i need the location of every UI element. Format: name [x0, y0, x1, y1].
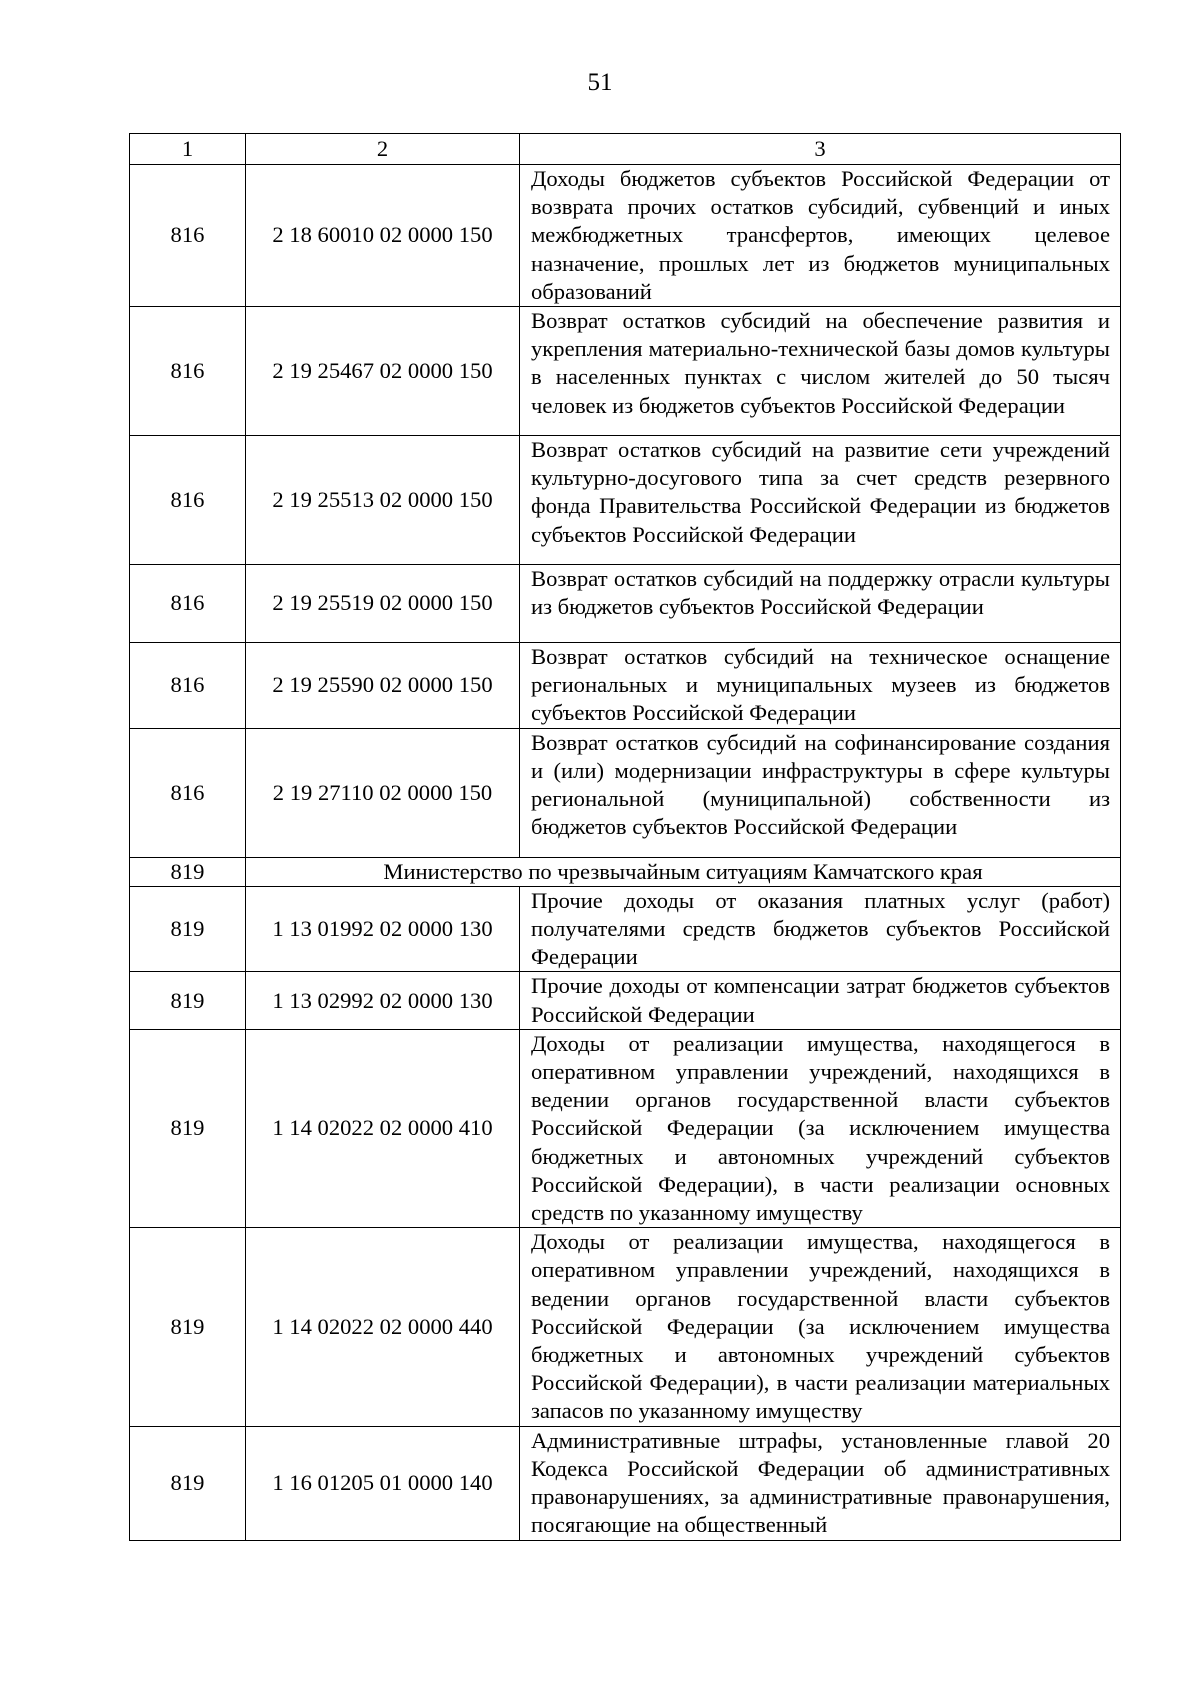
table-row — [130, 1029, 1121, 1227]
admin-code-cell: 819 — [130, 857, 246, 886]
admin-code-cell: 819 — [130, 1426, 246, 1540]
section-title-cell: Министерство по чрезвычайным ситуациям Камчатского края — [246, 857, 1121, 886]
income-description-cell: Доходы от реализации имущества, находящегося в оперативном управлении учреждений, находящихся в ведении органов государственной власти субъектов Российской Федерации (за исключением имущества бюджетных и автономных учреждений субъектов Российской Федерации), в части реализации основных средств по указанному имуществу — [520, 1029, 1121, 1227]
budget-code-cell: 2 18 60010 02 0000 150 — [246, 165, 520, 307]
admin-code-cell: 819 — [130, 1228, 246, 1426]
income-description-cell: Прочие доходы от оказания платных услуг (работ) получателями средств бюджетов субъектов Российской Федерации — [520, 886, 1121, 972]
table-row — [130, 728, 1121, 857]
table-row — [130, 1228, 1121, 1426]
income-description-cell: Доходы от реализации имущества, находящегося в оперативном управлении учреждений, находящихся в ведении органов государственной власти субъектов Российской Федерации (за исключением имущества бюджетных и автономных учреждений субъектов Российской Федерации), в части реализации материальных запасов по указанному имуществу — [520, 1228, 1121, 1426]
income-description-cell: Доходы бюджетов субъектов Российской Федерации от возврата прочих остатков субсидий, субвенций и иных межбюджетных трансфертов, имеющих целевое назначение, прошлых лет из бюджетов муниципальных образований — [520, 165, 1121, 307]
budget-code-cell: 1 14 02022 02 0000 440 — [246, 1228, 520, 1426]
table-row — [130, 436, 1121, 565]
column-header-3: 3 — [520, 134, 1121, 165]
admin-code-cell: 816 — [130, 565, 246, 643]
table-header-row — [130, 134, 1121, 165]
section-row — [130, 857, 1121, 886]
admin-code-cell: 816 — [130, 728, 246, 857]
budget-code-cell: 1 16 01205 01 0000 140 — [246, 1426, 520, 1540]
income-description-cell: Прочие доходы от компенсации затрат бюджетов субъектов Российской Федерации — [520, 972, 1121, 1029]
page-number: 51 — [587, 69, 613, 96]
table-row — [130, 643, 1121, 729]
budget-code-cell: 2 19 25467 02 0000 150 — [246, 307, 520, 436]
budget-code-cell: 1 14 02022 02 0000 410 — [246, 1029, 520, 1227]
admin-code-cell: 816 — [130, 643, 246, 729]
income-description-cell: Возврат остатков субсидий на софинансирование создания и (или) модернизации инфраструктуры в сфере культуры региональной (муниципальной) собственности из бюджетов субъектов Российской Федерации — [520, 728, 1121, 857]
income-description-cell: Возврат остатков субсидий на обеспечение развития и укрепления материально-технической базы домов культуры в населенных пунктах с числом жителей до 50 тысяч человек из бюджетов субъектов Российской Федерации — [520, 307, 1121, 436]
column-header-1: 1 — [130, 134, 246, 165]
budget-code-cell: 1 13 02992 02 0000 130 — [246, 972, 520, 1029]
income-description-cell: Возврат остатков субсидий на поддержку отрасли культуры из бюджетов субъектов Российской Федерации — [520, 565, 1121, 643]
table-body — [130, 134, 1121, 1541]
admin-code-cell: 819 — [130, 886, 246, 972]
admin-code-cell: 816 — [130, 307, 246, 436]
admin-code-cell: 819 — [130, 972, 246, 1029]
budget-code-cell: 2 19 25590 02 0000 150 — [246, 643, 520, 729]
budget-code-cell: 2 19 25519 02 0000 150 — [246, 565, 520, 643]
table-row — [130, 165, 1121, 307]
income-description-cell: Возврат остатков субсидий на развитие сети учреждений культурно-досугового типа за счет средств резервного фонда Правительства Российской Федерации из бюджетов субъектов Российской Федерации — [520, 436, 1121, 565]
table-row — [130, 1426, 1121, 1540]
budget-code-cell: 2 19 27110 02 0000 150 — [246, 728, 520, 857]
column-header-2: 2 — [246, 134, 520, 165]
income-description-cell: Административные штрафы, установленные главой 20 Кодекса Российской Федерации об административных правонарушениях, за административные правонарушения, посягающие на общественный — [520, 1426, 1121, 1540]
admin-code-cell: 819 — [130, 1029, 246, 1227]
income-description-cell: Возврат остатков субсидий на техническое оснащение региональных и муниципальных музеев из бюджетов субъектов Российской Федерации — [520, 643, 1121, 729]
admin-code-cell: 816 — [130, 165, 246, 307]
budget-code-cell: 1 13 01992 02 0000 130 — [246, 886, 520, 972]
budget-code-cell: 2 19 25513 02 0000 150 — [246, 436, 520, 565]
admin-code-cell: 816 — [130, 436, 246, 565]
table-row — [130, 565, 1121, 643]
income-codes-table — [129, 133, 1121, 1541]
table-row — [130, 886, 1121, 972]
table-row — [130, 972, 1121, 1029]
table-row — [130, 307, 1121, 436]
